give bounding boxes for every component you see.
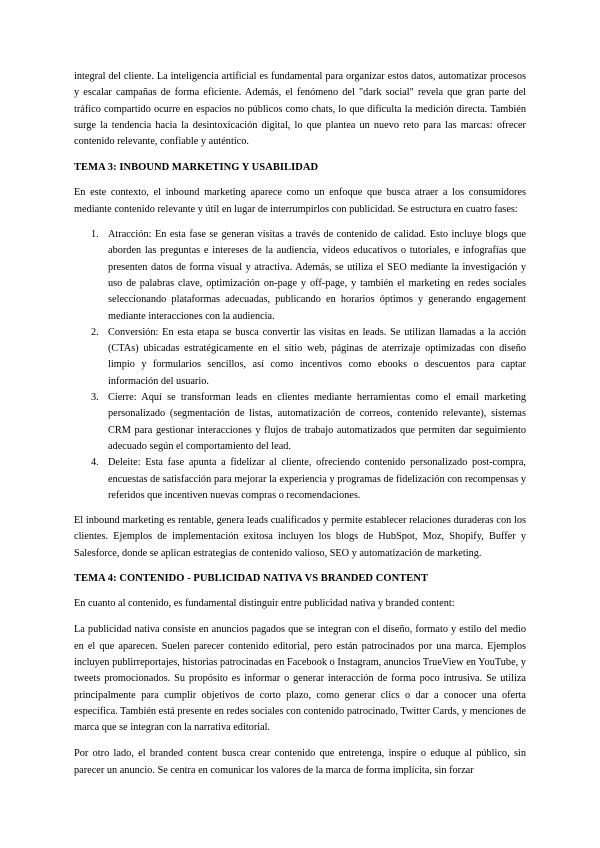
list-item bbox=[74, 325, 526, 390]
intro-paragraph: integral del cliente. La inteligencia artificial es fundamental para organizar estos datos, automatizar procesos y escalar campañas de forma eficiente. Además, el fenómeno del "dark social" revela que gran parte del tráfico compartido ocurre en espacios no públicos como chats, lo que dificulta la medición directa. También surge la tendencia hacia la desintoxicación digital, lo que plantea un nuevo reto para las marcas: ofrecer contenido relevante, confiable y auténtico. bbox=[74, 71, 526, 148]
list-item-text: Atracción: En esta fase se generan visitas a través de contenido de calidad. Esto incluye blogs que aborden las preguntas e intereses de la audiencia, videos educativos o tutoriales, e infografías que presenten datos de forma visual y atractiva. Además, se utiliza el SEO mediante la investigación y uso de palabras clave, optimización on-page y off-page, y también el marketing en redes sociales seleccionando plataformas adecuadas, publicando en horarios óptimos y generando engagement mediante interacciones con la audiencia. bbox=[108, 229, 526, 322]
section-3-intro: En este contexto, el inbound marketing aparece como un enfoque que busca atraer a los consumidores mediante contenido relevante y útil en lugar de interrumpirlos con publicidad. Se estructura en cuatro fases: bbox=[74, 187, 526, 215]
list-item-text: Conversión: En esta etapa se busca convertir las visitas en leads. Se utilizan llamadas a la acción (CTAs) ubicadas estratégicamente en el sitio web, páginas de aterrizaje optimizadas con diseño limpio y formularios sencillos, así como incentivos como ebooks o descuentos para captar información del usuario. bbox=[108, 326, 526, 387]
section-3-title: TEMA 3: INBOUND MARKETING Y USABILIDAD bbox=[74, 162, 319, 174]
list-item-text: Cierre: Aquí se transforman leads en clientes mediante herramientas como el email marketing personalizado (segmentación de listas, automatización de correos, contenido relevante), sistemas CRM para gestionar interacciones y flujos de trabajo automatizados que permiten dar seguimiento adecuado según el comportamiento del lead. bbox=[108, 392, 526, 452]
list-item-number: 3. bbox=[91, 392, 99, 404]
list-item bbox=[74, 455, 526, 504]
list-item bbox=[74, 390, 526, 455]
branded-content-paragraph: Por otro lado, el branded content busca crear contenido que entretenga, inspire o eduque al público, sin parecer un anuncio. Se centra en comunicar los valores de la marca de forma implícita, sin forzar bbox=[74, 748, 526, 776]
native-advertising-paragraph: La publicidad nativa consiste en anuncios pagados que se integran con el diseño, formato y estilo del medio en el que aparecen. Suelen parecer contenido editorial, pero están patrocinados por una marca. Ejemplos incluyen publirreportajes, historias patrocinadas en Facebook o Instagram, anuncios TrueView en YouTube, y tweets promocionados. Su propósito es informar o generar interacción de forma poco intrusiva. Se utiliza principalmente para cumplir objetivos de corto plazo, como generar clics o dar a conocer una oferta específica. También está presente en redes sociales con contenido patrocinado, Twitter Cards, y menciones de marca que se integran con la narrativa editorial. bbox=[74, 624, 526, 734]
phases-list bbox=[74, 227, 526, 504]
section-3-closing: El inbound marketing es rentable, genera leads cualificados y permite establecer relaciones duraderas con los clientes. Ejemplos de implementación exitosa incluyen los blogs de HubSpot, Moz, Shopify, Buffer y Salesforce, donde se aplican estrategias de contenido valioso, SEO y automatización de marketing. bbox=[74, 515, 526, 559]
list-item bbox=[74, 227, 526, 325]
list-item-number: 2. bbox=[91, 326, 99, 338]
list-item-text: Deleite: Esta fase apunta a fidelizar al cliente, ofreciendo contenido personalizado post-compra, encuestas de satisfacción para mejorar la experiencia y programas de fidelización con recompensas y referidos que incentiven nuevas compras o recomendaciones. bbox=[108, 457, 526, 501]
list-item-number: 1. bbox=[91, 229, 99, 241]
section-4-title: TEMA 4: CONTENIDO - PUBLICIDAD NATIVA VS BRANDED CONTENT bbox=[74, 573, 429, 585]
page-content bbox=[74, 69, 526, 779]
list-item-number: 4. bbox=[91, 457, 99, 469]
section-4-intro: En cuanto al contenido, es fundamental distinguir entre publicidad nativa y branded content: bbox=[74, 598, 455, 610]
